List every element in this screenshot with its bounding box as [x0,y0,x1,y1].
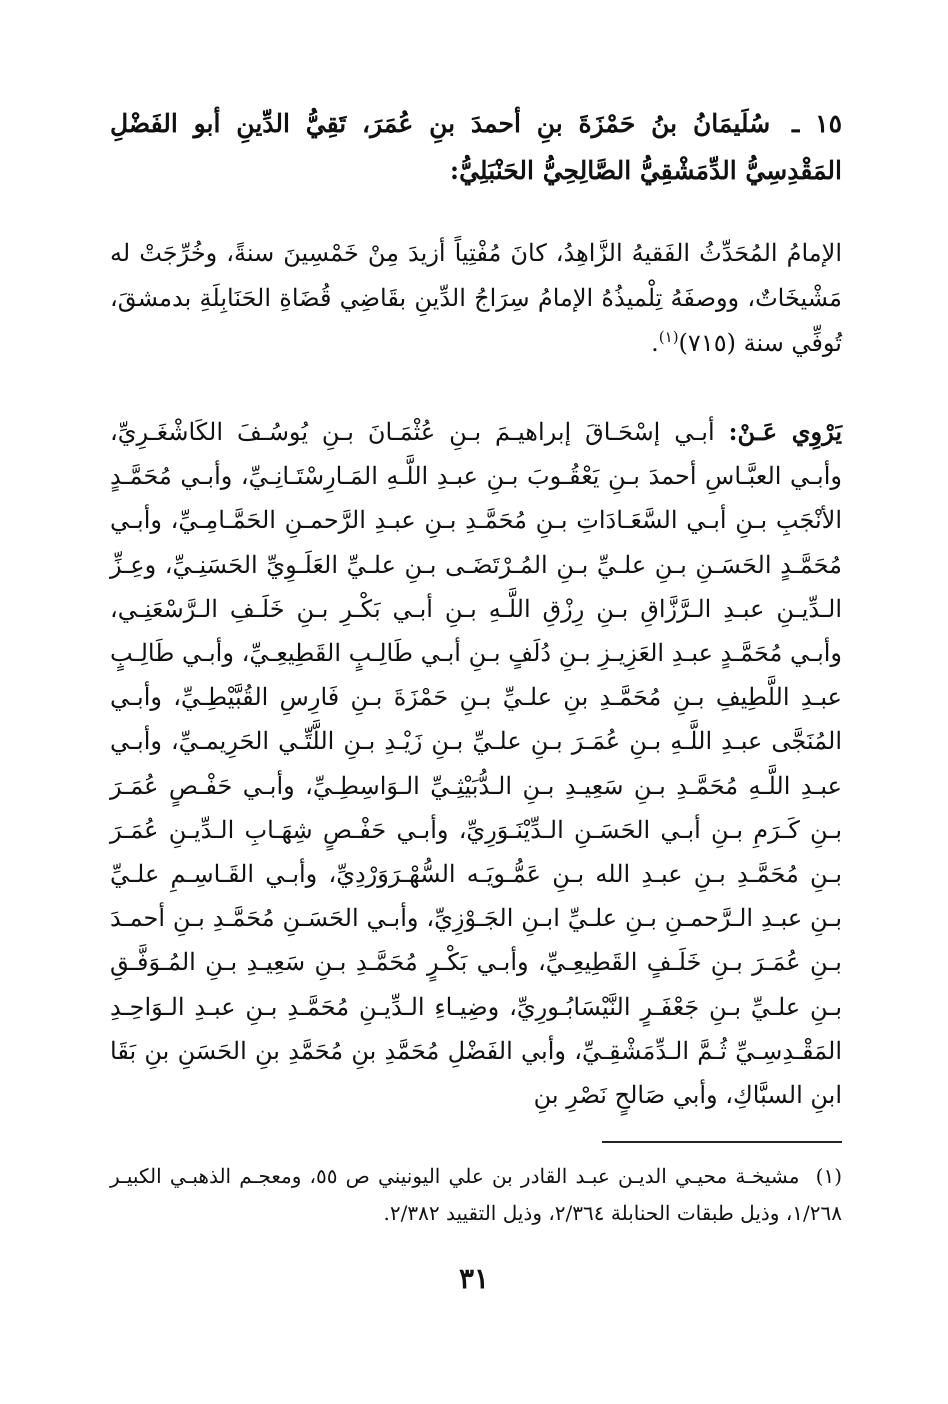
biography-paragraph [110,231,842,366]
footnote-text: مشيخـة محيـي الديـن عبـد القادر بن علي اليونيني ص ٥٥، ومعجـم الذهبـي الكبيـر ١/٢٦٨، وذيل طبقات الحنابلة ٢/٣٦٤، وذيل التقييد ٢/٣٨٢. [110,1164,842,1225]
entry-number: ١٥ ـ [791,109,842,138]
biography-text: الإمامُ المُحَدِّثُ الفَقيهُ الزَّاهِدُ، كانَ مُفْتِياً أزيدَ مِنْ خَمْسِينَ سنةً، وخُرِّجَتْ له مَشْيخَاتٌ، ووصفَهُ تِلْميذُهُ الإمامُ سِرَاجُ الدِّينِ بقَاضِي قُضَاةِ الحَنَابِلَةِ بدمشقَ، تُوفِّي سنة (٧١٥) [110,239,843,357]
biography-end: . [651,329,659,357]
narrators-paragraph [110,410,842,1117]
footnote-divider [602,1141,842,1143]
narrators-text: أبـي إسْحَـاقَ إبراهيـمَ بـنِ عُثْمَـانَ بـنِ يُوسُـفَ الكَاشْغَـرِيِّ، وأبـي العبَّـاسِ أحمدَ بـنِ يَعْقُـوبَ بـنِ عبـدِ اللَّـهِ المَـارِسْتَـانِـيِّ، وأبـي مُحَمَّـدٍ الأنْجَبِ بـنِ أبـي السَّعَـادَاتِ بـنِ مُحَمَّـدِ بـنِ عبـدِ الرَّحمـنِ الحَمَّـامِـيِّ، وأبـي مُحَمَّـدٍ الحَسَـنِ بـنِ علـيِّ بـنِ المُـرْتَضَـى بـنِ علـيِّ العَلَـوِيِّ الحَسَنِـيِّ، وعِـزِّ الـدِّيـنِ عبـدِ الـرَّزَّاقِ بـنِ رِزْقِ اللَّـهِ بـنِ أبـي بَكْـرِ بـنِ خَلَـفِ الـرَّسْعَنِـي، وأبـي مُحَمَّـدٍ عبـدِ العَزِيـزِ بـنِ دُلَفٍ بـنِ أبـي طَالِـبٍ القَطِيعِـيِّ، وأبـي طَالِـبٍ عبـدِ اللَّطِيفِ بـنِ مُحَمَّـدِ بنِ علـيِّ بـنِ حَمْزَةَ بـنِ فَارِسِ القُبَّيْطِـيِّ، وأبـي المُنَجَّى عبـدِ اللَّـهِ بـنِ عُمَـرَ بـنِ علـيِّ بـنِ زَيْـدِ بـنِ اللَّتِّـي الحَرِيمـيِّ، وأبـي عبـدِ اللَّـهِ مُحَمَّـدِ بـنِ سَعِيـدِ بـنِ الـدُّبَيْثِـيِّ الـوَاسِطِـيِّ، وأبـي حَفْـصٍ عُمَـرَ بـنِ كَـرَمِ بـنِ أبـي الحَسَـنِ الـدِّيْنَـوَرِيِّ، وأبـي حَفْـصٍ شِهَـابِ الـدِّيـنِ عُمَـرَ بـنِ مُحَمَّـدِ بـنِ عبـدِ الله بـنِ عَمُّـويَـه السُّهْـرَوَرْدِيِّ، وأبـي القَـاسِـمِ علـيِّ بـنِ عبـدِ الـرَّحمـنِ بـنِ علـيِّ ابـنِ الجَـوْزِيِّ، وأبـي الحَسَـنِ مُحَمَّـدِ بـنِ أحمـدَ بـنِ عُمَـرَ بـنِ خَلَـفٍ القَطِيعِـيِّ، وأبـي بَكْـرٍ مُحَمَّـدِ بـنِ سَعِيـدِ بـنِ المُـوَفَّـقِ بـنِ علـيِّ بـنِ جَعْفَـرٍ النَّيْسَابُـورِيِّ، وضِيـاءِ الـدِّيـنِ مُحَمَّـدِ بـنِ عبـدِ الـوَاحِـدِ المَقْـدِسِـيِّ ثُـمَّ الـدِّمَشْقِـيِّ، وأبي الفَضْلِ مُحَمَّدِ بنِ مُحَمَّدِ بنِ الحَسَنِ بنِ بَقَا ابنِ السبَّاكِ، وأبي صَالحٍ نَصْرِ بنِ [110,418,843,1110]
entry-heading [110,100,842,194]
page-number: ٣١ [458,1262,490,1295]
entry-heading-text: سُلَيمَانُ بنُ حَمْزَةَ بنِ أحمدَ بنِ عُمَرَ، تَقِيُّ الدِّينِ أبو الفَضْلِ المَقْدِسِيُّ الدِّمَشْقِيُّ الصَّالِحِيُّ الحَنْبَلِيُّ: [110,109,842,185]
footnote-reference[interactable]: (١) [658,328,679,346]
narrators-lead: يَرْوِي عَـنْ: [728,417,842,446]
footnote [110,1158,842,1232]
footnote-marker: (١) [815,1164,843,1188]
